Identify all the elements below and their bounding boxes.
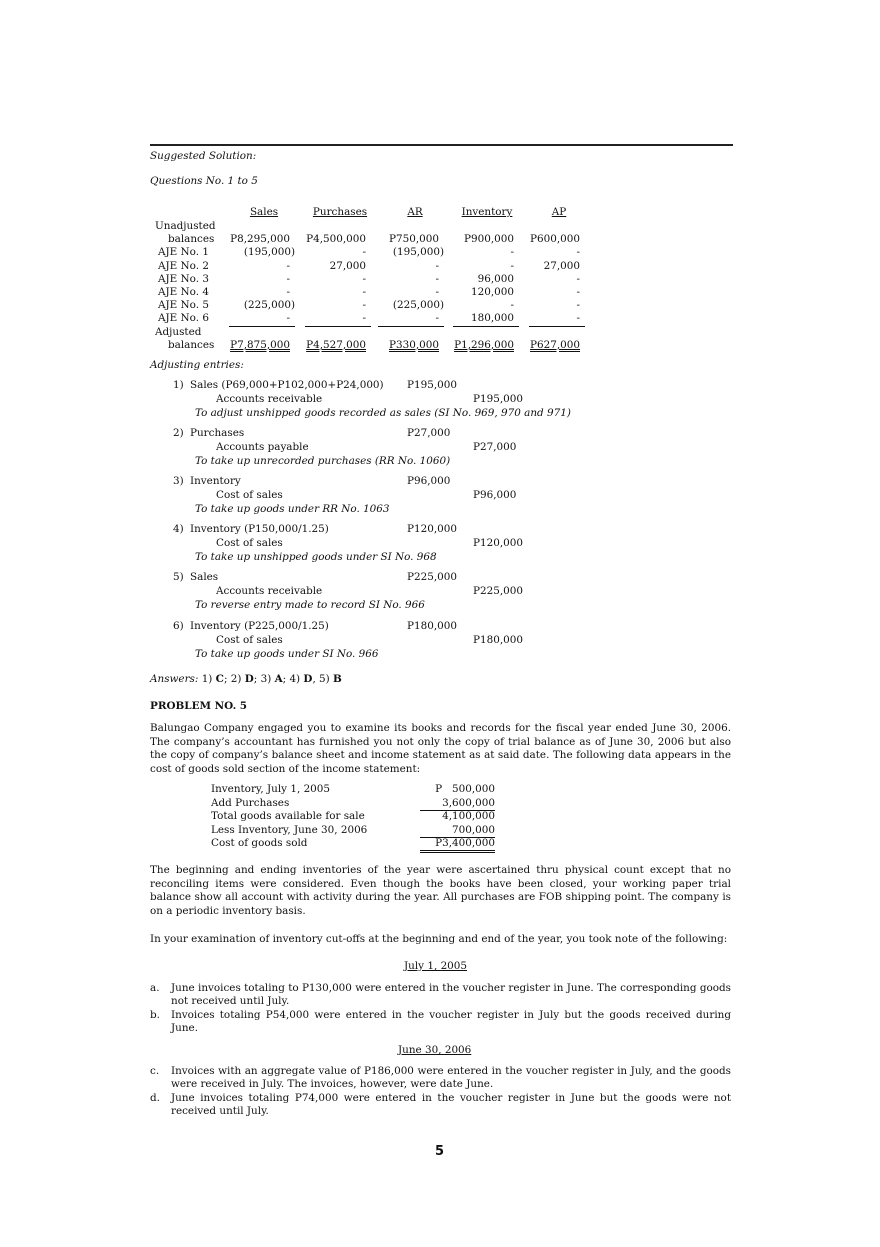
table-cell: P900,000 [464, 233, 514, 246]
cogs-value: 3,600,000 [420, 797, 495, 811]
answer-number: 3) [260, 673, 272, 685]
row-label: balances [168, 233, 215, 246]
table-cell: 27,000 [543, 259, 580, 272]
answer-item: 1) C; [201, 673, 231, 685]
problem-paragraph-2: The beginning and ending inventories of the year were ascertained thru physical count except that no reconciling items were considered. Even though the books have been closed, your working paper trial balance show all account with activity during the year. All purchases are FOB shipping point. The company is on a periodic inventory basis. [150, 864, 731, 917]
entry-debit-account: Sales (P69,000+P102,000+P24,000) [190, 379, 384, 391]
entry-debit-account: Inventory (P150,000/1.25) [190, 523, 329, 535]
table-cell: (225,000) [392, 299, 444, 312]
item-letter: c. [150, 1065, 160, 1077]
heading-july-2005: July 1, 2005 [404, 960, 468, 972]
column-header: AR [407, 206, 423, 218]
answers-line [150, 673, 342, 686]
cogs-label: Total goods available for sale [211, 810, 365, 822]
table-cell: - [378, 312, 444, 326]
entry-number: 4) [173, 523, 184, 535]
cogs-label: Add Purchases [211, 796, 290, 809]
row-label: AJE No. 6 [158, 312, 209, 325]
item-text: June invoices totaling P74,000 were entered in the voucher register in June but the goods were not received until July. [171, 1092, 731, 1118]
entry-debit-amount: P27,000 [407, 427, 451, 439]
table-cell: - [576, 272, 580, 285]
entry-credit-amount: P195,000 [473, 392, 523, 405]
adjusting-entries-title: Adjusting entries: [150, 359, 244, 371]
table-cell: (195,000) [392, 246, 444, 259]
table-cell: - [576, 286, 580, 298]
answer-number: 4) [289, 673, 301, 685]
entry-debit-account: Sales [190, 571, 219, 583]
entry-credit-account: Cost of sales [216, 488, 283, 501]
table-cell: 96,000 [477, 272, 514, 285]
column-header: Inventory [461, 206, 513, 218]
cogs-label: Cost of goods sold [211, 837, 308, 849]
table-cell: - [305, 312, 371, 326]
answer-number: 2) [230, 673, 242, 685]
suggested-solution-label: Suggested Solution: [150, 150, 257, 162]
column-header: Purchases [312, 206, 368, 218]
entry-credit-account: Cost of sales [216, 536, 283, 549]
table-cell: P750,000 [389, 233, 439, 246]
entry-credit-account: Accounts receivable [216, 392, 323, 405]
table-cell: - [435, 259, 439, 272]
cogs-value: 4,100,000 [442, 810, 495, 822]
cogs-label: Inventory, July 1, 2005 [211, 783, 331, 795]
entry-number: 3) [173, 475, 184, 487]
table-cell: - [435, 272, 439, 285]
row-label: balances [168, 338, 215, 351]
entry-number: 5) [173, 571, 184, 583]
problem-paragraph-1: Balungao Company engaged you to examine its books and records for the fiscal year ended June 30, 2006. The company’s accountant has furnished you not only the copy of trial balance as of June 30, 2006 but also the copy of company’s balance sheet and income statement as at said date. The following data appears in the cost of goods sold section of the income statement: [150, 722, 731, 775]
item-letter: d. [150, 1092, 160, 1104]
problem-title: PROBLEM NO. 5 [150, 700, 248, 712]
entry-number: 6) [173, 620, 184, 632]
table-cell: 27,000 [329, 259, 366, 272]
answer-item: 4) D, [289, 673, 320, 685]
entry-note: To adjust unshipped goods recorded as sales (SI No. 969, 970 and 971) [195, 406, 571, 419]
answer-letter: D [244, 673, 254, 685]
table-cell: 180,000 [453, 312, 519, 326]
answers-label: Answers: [150, 673, 199, 685]
answer-number: 1) [201, 673, 213, 685]
row-label: Unadjusted [155, 220, 216, 232]
entry-number: 2) [173, 427, 184, 439]
entry-debit-amount: P180,000 [407, 620, 457, 632]
table-cell: 120,000 [471, 286, 514, 298]
entry-credit-account: Cost of sales [216, 633, 283, 646]
table-cell: - [576, 299, 580, 312]
table-cell: P330,000 [389, 338, 439, 351]
entry-debit-account: Purchases [190, 427, 245, 439]
list-item [150, 1009, 731, 1036]
table-cell: P7,875,000 [230, 338, 290, 351]
row-label: AJE No. 2 [158, 259, 209, 272]
column-header: Sales [249, 206, 279, 218]
table-cell: - [510, 246, 514, 259]
page-number: 5 [435, 1144, 445, 1159]
table-cell: P8,295,000 [230, 233, 290, 246]
table-cell: P600,000 [530, 233, 580, 246]
answer-letter: D [303, 673, 313, 685]
entry-credit-amount: P120,000 [473, 536, 523, 549]
row-label: Adjusted [155, 325, 202, 338]
row-label: AJE No. 3 [158, 272, 209, 285]
table-cell: P1,296,000 [454, 338, 514, 351]
answer-item: 3) A; [260, 673, 290, 685]
entry-debit-account: Inventory (P225,000/1.25) [190, 620, 329, 632]
table-cell: - [362, 272, 366, 285]
cogs-value: P3,400,000 [420, 837, 495, 853]
row-label: AJE No. 5 [158, 299, 209, 312]
answer-item: 2) D; [230, 673, 261, 685]
entry-credit-amount: P27,000 [473, 440, 517, 453]
entry-note: To take up goods under SI No. 966 [195, 647, 379, 660]
answer-letter: C [215, 673, 224, 685]
answer-item [319, 673, 342, 685]
table-cell: P627,000 [530, 338, 580, 351]
cogs-label: Less Inventory, June 30, 2006 [211, 823, 368, 836]
table-cell: - [362, 246, 366, 259]
table-cell: - [286, 259, 290, 272]
row-label: AJE No. 1 [158, 246, 209, 259]
entry-credit-amount: P180,000 [473, 633, 523, 646]
questions-label: Questions No. 1 to 5 [150, 175, 258, 187]
table-cell: - [362, 299, 366, 312]
item-text: June invoices totaling to P130,000 were entered in the voucher register in June. The corresponding goods not received until July. [171, 982, 731, 1008]
header-rule [150, 144, 733, 146]
heading-june-2006: June 30, 2006 [398, 1044, 472, 1056]
table-cell: (225,000) [243, 299, 295, 312]
item-letter: a. [150, 982, 160, 994]
item-text: Invoices totaling P54,000 were entered in the voucher register in July but the goods received during June. [171, 1009, 731, 1035]
cogs-value: P 500,000 [435, 783, 495, 795]
table-cell: P4,527,000 [306, 338, 366, 351]
table-cell: - [510, 299, 514, 312]
table-cell: - [529, 312, 585, 326]
problem-paragraph-3: In your examination of inventory cut-offs at the beginning and end of the year, you took note of the following: [150, 933, 728, 945]
entry-number: 1) [173, 379, 184, 391]
entry-debit-amount: P195,000 [407, 379, 457, 391]
entry-debit-amount: P96,000 [407, 475, 451, 487]
answer-number: 5) [319, 673, 330, 685]
table-cell: P4,500,000 [306, 233, 366, 246]
answer-letter: B [333, 673, 342, 685]
table-cell: (195,000) [243, 246, 295, 259]
answer-letter: A [274, 673, 283, 685]
entry-credit-account: Accounts receivable [216, 584, 323, 597]
table-cell: - [229, 312, 295, 326]
list-item [150, 1092, 731, 1119]
entry-credit-amount: P96,000 [473, 488, 517, 501]
table-cell: - [286, 272, 290, 285]
table-cell: - [510, 259, 514, 272]
table-cell: - [435, 286, 439, 298]
entry-note: To reverse entry made to record SI No. 966 [195, 598, 425, 611]
entry-credit-account: Accounts payable [216, 440, 309, 453]
table-cell: - [576, 246, 580, 259]
row-label: AJE No. 4 [158, 286, 209, 298]
column-header: AP [551, 206, 567, 218]
table-cell: - [286, 286, 290, 298]
entry-note: To take up goods under RR No. 1063 [195, 502, 390, 515]
entry-credit-amount: P225,000 [473, 584, 523, 597]
item-text: Invoices with an aggregate value of P186,000 were entered in the voucher register in July, and the goods were received in July. The invoices, however, were date June. [171, 1065, 731, 1091]
entry-note: To take up unshipped goods under SI No. 968 [195, 550, 437, 563]
table-cell: - [362, 286, 366, 298]
list-item [150, 982, 731, 1009]
cogs-value: 700,000 [420, 824, 495, 838]
entry-debit-account: Inventory [190, 475, 241, 487]
entry-debit-amount: P225,000 [407, 571, 457, 583]
entry-debit-amount: P120,000 [407, 523, 457, 535]
list-item [150, 1065, 731, 1092]
entry-note: To take up unrecorded purchases (RR No. 1060) [195, 454, 451, 467]
item-letter: b. [150, 1009, 160, 1021]
answers-list [202, 673, 342, 685]
